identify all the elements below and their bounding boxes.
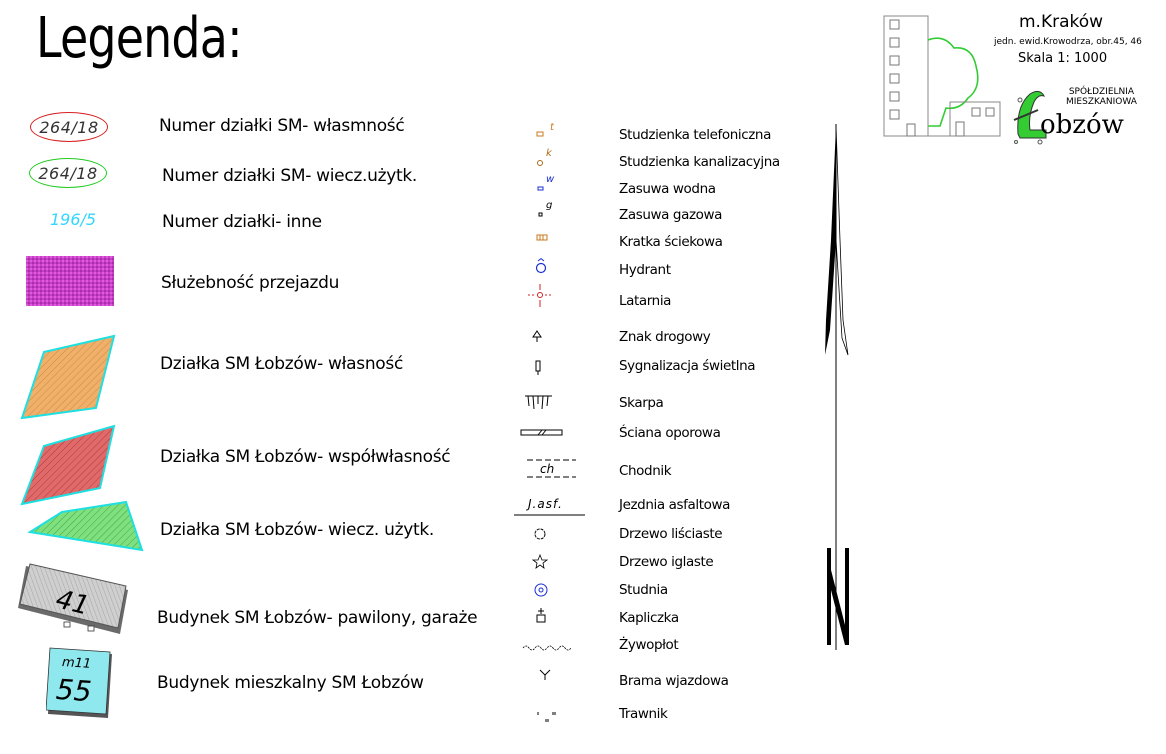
parcel-number-perpetual: 264/18	[29, 158, 107, 188]
retaining-wall-icon	[520, 428, 564, 438]
hydrant-icon	[534, 258, 548, 274]
label-streetlamp: Latarnia	[619, 293, 672, 309]
label-coniferous-tree: Drzewo iglaste	[619, 554, 714, 570]
coop-label	[1066, 87, 1137, 107]
label-gas-valve: Zasuwa gazowa	[619, 207, 723, 223]
label-sidewalk: Chodnik	[619, 463, 672, 479]
phone-manhole-letter: t	[550, 122, 554, 133]
residential-number: 55	[54, 672, 93, 709]
pavilion-number: 41	[52, 584, 93, 622]
left-label-perpetual: Numer działki SM- wiecz.użytk.	[162, 166, 417, 186]
header-city: m.Kraków	[1019, 12, 1104, 32]
label-water-valve: Zasuwa wodna	[619, 181, 716, 197]
left-label-owned: Numer działki SM- własmność	[159, 116, 405, 136]
label-well: Studnia	[619, 582, 668, 598]
parcel-number-other: 196/5	[50, 210, 97, 229]
phone-manhole-icon	[536, 124, 560, 140]
parcel-owned-swatch-icon	[18, 334, 122, 422]
parcel-shared-swatch-icon	[18, 424, 122, 508]
sidewalk-text: ch	[540, 462, 555, 476]
water-valve-symbol	[536, 176, 560, 198]
streetlamp-icon	[528, 284, 554, 308]
header-scale: Skala 1: 1000	[1018, 51, 1108, 66]
label-hedge: Żywopłot	[619, 637, 679, 653]
drain-grate-icon	[536, 234, 550, 242]
pavilion-building-swatch	[16, 560, 132, 638]
label-drain-grate: Kratka ściekowa	[619, 234, 723, 250]
phone-manhole-symbol	[536, 124, 560, 144]
left-label-parcel-owned: Działka SM Łobzów- własność	[160, 354, 404, 374]
slope-icon	[524, 394, 554, 412]
label-slope: Skarpa	[619, 395, 664, 411]
label-deciduous-tree: Drzewo liściaste	[619, 526, 723, 542]
gas-valve-letter: g	[546, 200, 553, 211]
label-entrance-gate: Brama wjazdowa	[619, 673, 729, 689]
building-logo-icon	[880, 14, 1010, 140]
residential-building-swatch	[46, 646, 116, 720]
label-sewer-manhole: Studzienka kanalizacyjna	[619, 154, 780, 170]
left-label-residential: Budynek mieszkalny SM Łobzów	[157, 673, 424, 693]
coop-name: obzów	[1040, 110, 1124, 140]
sewer-manhole-symbol	[536, 150, 560, 172]
lawn-icon	[536, 710, 560, 724]
label-phone-manhole: Studzienka telefoniczna	[619, 127, 771, 143]
label-retaining-wall: Ściana oporowa	[619, 425, 721, 441]
north-arrow-icon	[818, 120, 858, 654]
left-label-pavilion: Budynek SM Łobzów- pawilony, garaże	[157, 608, 478, 628]
left-label-other: Numer działki- inne	[162, 212, 322, 232]
asphalt-road-text: J.asf.	[528, 497, 563, 511]
coniferous-tree-icon	[532, 554, 548, 570]
coop-line-1: SPÓŁDZIELNIA	[1068, 87, 1135, 97]
label-road-sign: Znak drogowy	[619, 329, 711, 345]
label-lawn: Trawnik	[619, 706, 668, 722]
hedge-icon	[522, 642, 580, 652]
label-traffic-light: Sygnalizacja świetlna	[619, 358, 756, 374]
coop-line-2: MIESZKANIOWA	[1066, 97, 1137, 107]
parcel-perpetual-swatch-icon	[26, 498, 146, 558]
legend-title: Legenda:	[36, 6, 242, 71]
header-ewid: jedn. ewid.Krowodrza, obr.45, 46	[994, 37, 1142, 47]
sidewalk-symbol	[526, 458, 578, 480]
label-shrine: Kapliczka	[619, 610, 679, 626]
gas-valve-symbol	[536, 202, 560, 224]
easement-swatch-icon	[26, 256, 116, 308]
residential-code: m11	[61, 654, 92, 673]
left-label-easement: Służebność przejazdu	[161, 273, 340, 293]
sewer-manhole-letter: k	[546, 148, 552, 159]
asphalt-road-symbol	[514, 496, 586, 516]
label-hydrant: Hydrant	[619, 262, 671, 278]
parcel-number-owned: 264/18	[30, 112, 108, 142]
water-valve-letter: w	[546, 174, 555, 185]
deciduous-tree-icon	[533, 527, 549, 543]
entrance-gate-icon	[538, 668, 554, 682]
shrine-icon	[534, 607, 550, 625]
traffic-light-icon	[535, 360, 543, 376]
left-label-parcel-shared: Działka SM Łobzów- współwłasność	[160, 447, 451, 467]
road-sign-icon	[532, 330, 544, 344]
label-asphalt-road: Jezdnia asfaltowa	[619, 497, 730, 513]
well-icon	[534, 583, 550, 599]
left-label-parcel-perpetual: Działka SM Łobzów- wiecz. użytk.	[160, 520, 434, 540]
